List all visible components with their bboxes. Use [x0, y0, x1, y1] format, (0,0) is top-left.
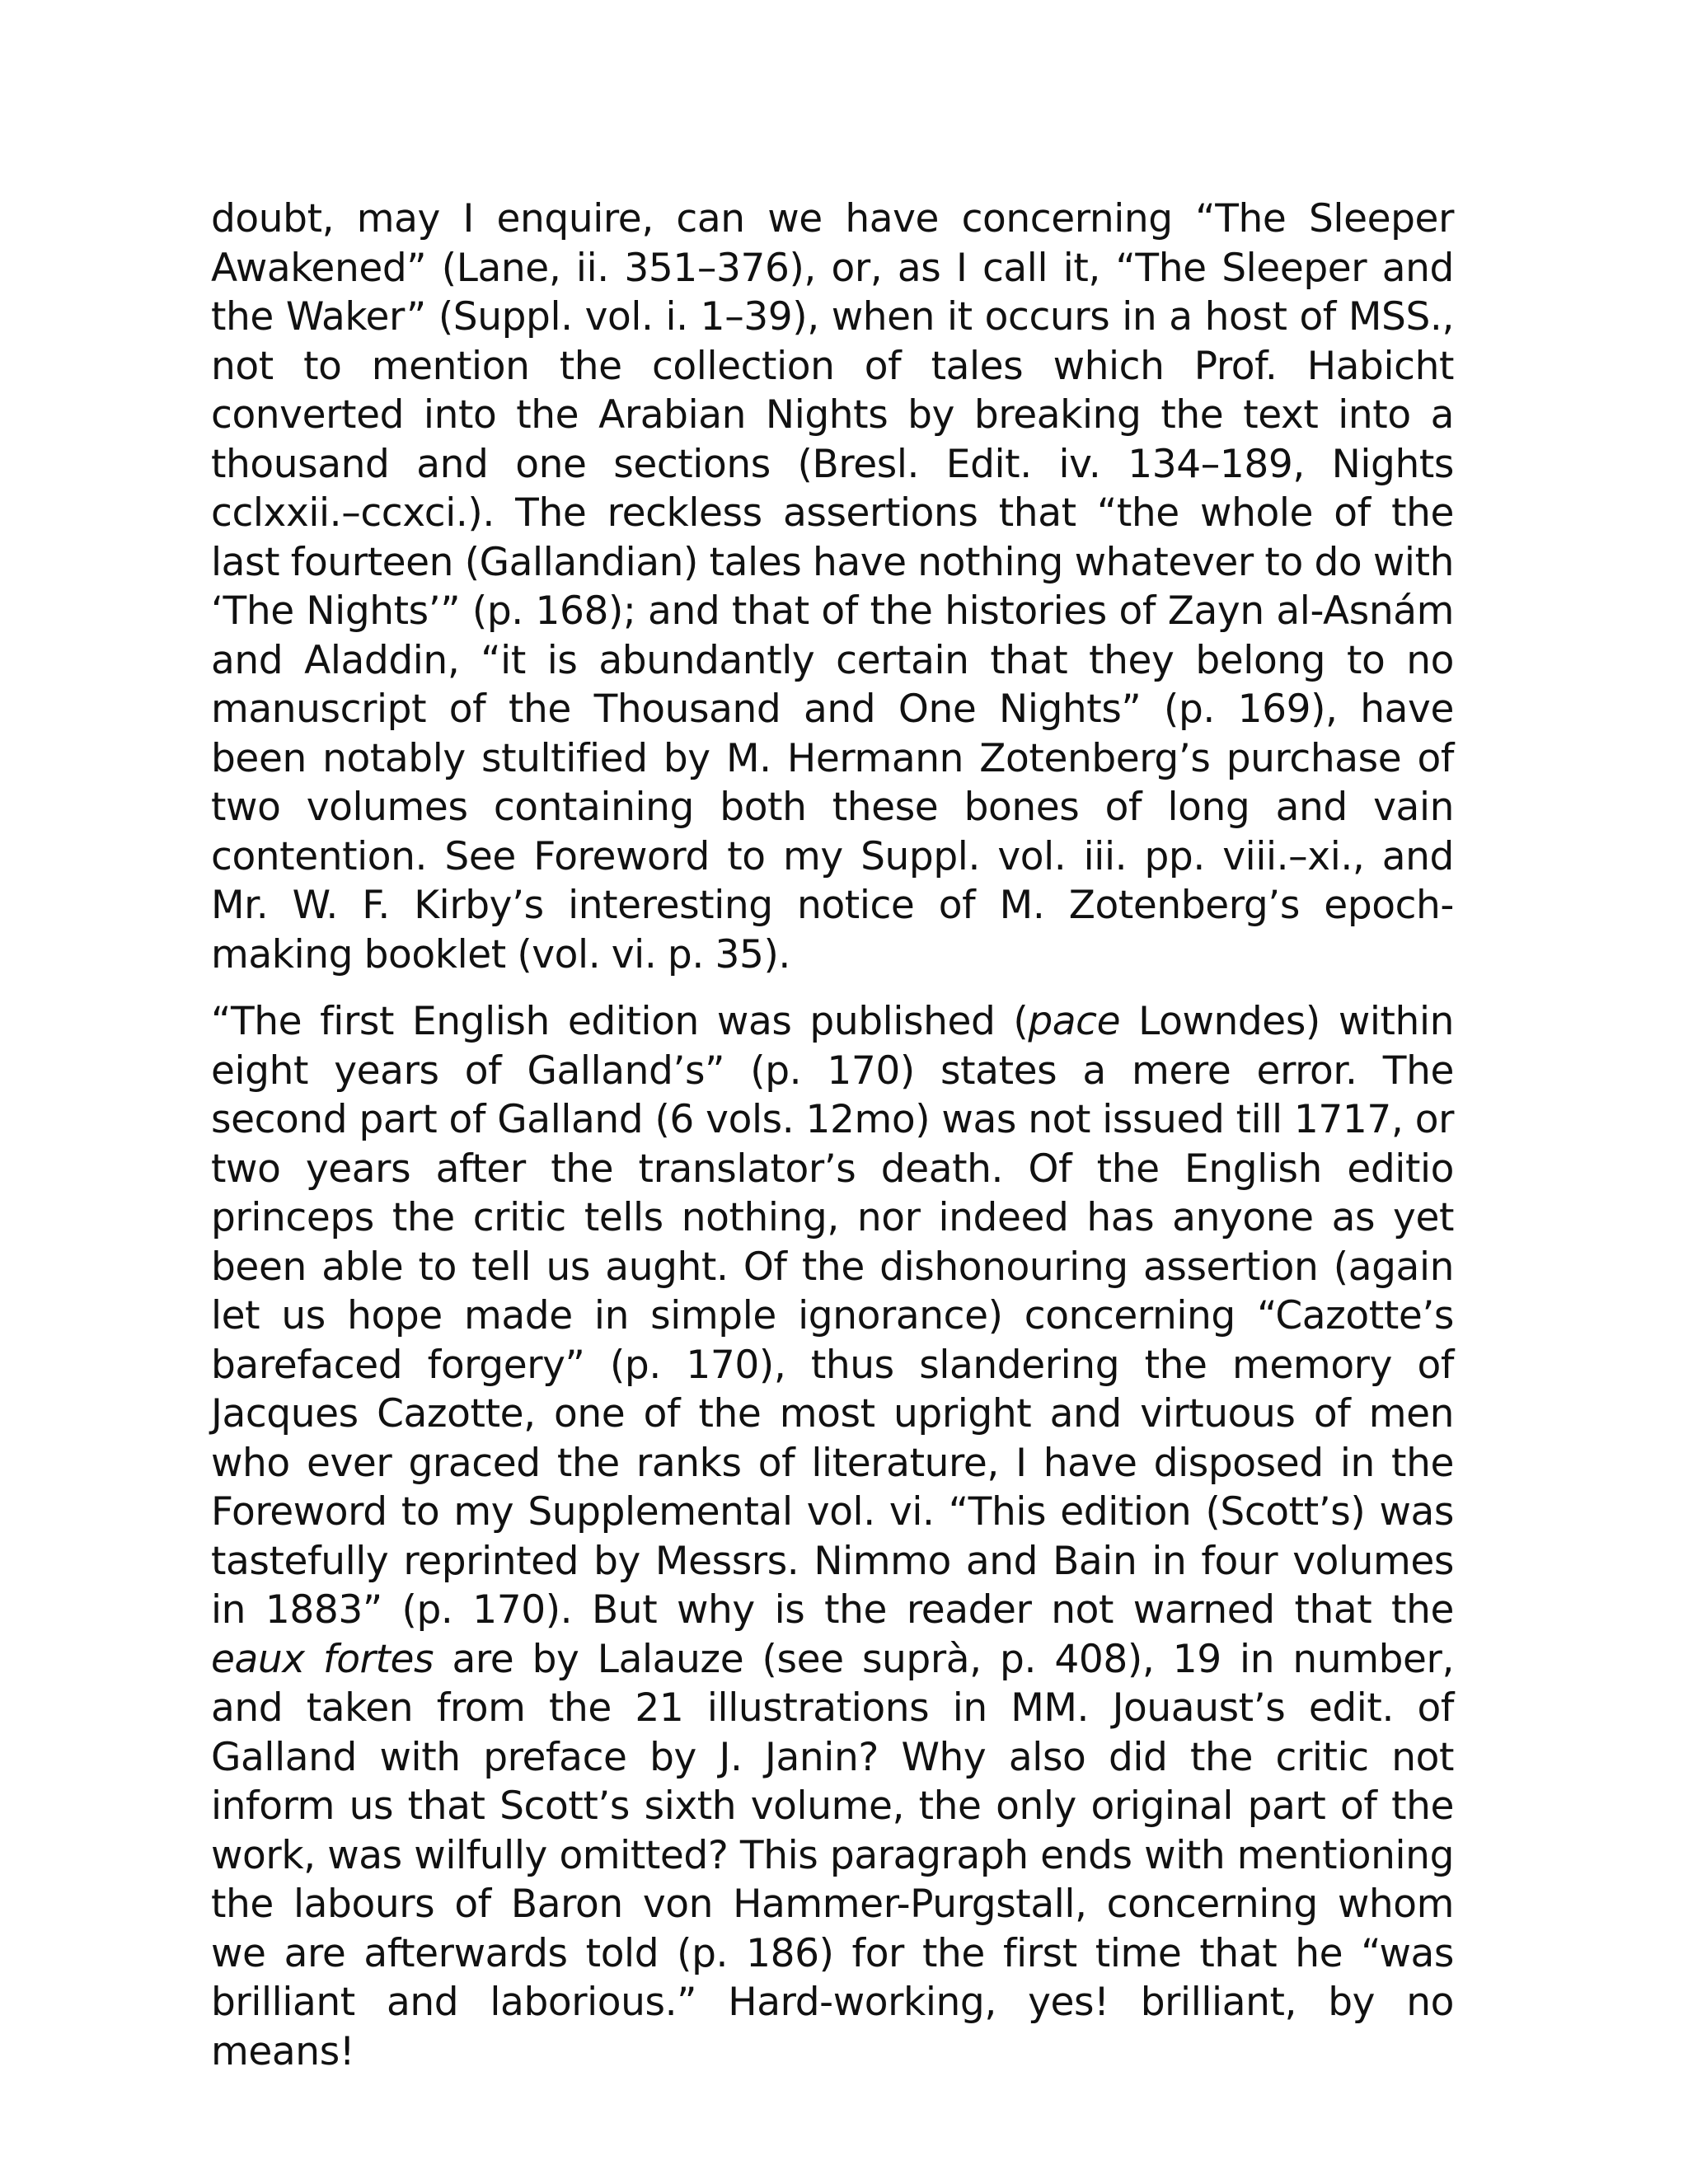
paragraph-2-text-b: Lowndes) within eight years of Galland’s” (p. 170) states a mere error. The second part of Galland (6 vols. 12mo) was not issued till 1717, or two years after the translator’s death. Of the English editio princeps the critic tells nothing, nor indeed has anyone as yet been able to tell us aught. Of the dishonouring assertion (again let us hope made in simple ignorance) concerning “Cazotte’s barefaced forgery” (p. 170), thus slandering the memory of Jacques Cazotte, one of the most upright and virtuous of men who ever graced the ranks of literature, I have disposed in the Foreword to my Supplemental vol. vi. “This edition (Scott’s) was tastefully reprinted by Messrs. Nimmo and Bain in four volumes in 1883” (p. 170). But why is the reader not warned that the [211, 999, 1454, 1633]
paragraph-2-text-a: “The first English edition was published ( [211, 999, 1029, 1044]
paragraph-1-text: doubt, may I enquire, can we have concerning “The Sleeper Awakened” (Lane, ii. 351–376), or, as I call it, “The Sleeper and the Waker” (Suppl. vol. i. 1–39), when it occurs in a host of MSS., not to mention the collection of tales which Prof. Habicht converted into the Arabian Nights by breaking the text into a thousand and one sections (Bresl. Edit. iv. 134–189, Nights cclxxii.–ccxci.). The reckless assertions that “the whole of the last fourteen (Gallandian) tales have nothing whatever to do with ‘The Nights’” (p. 168); and that of the histories of Zayn al-Asnám and Aladdin, “it is abundantly certain that they belong to no manuscript of the Thousand and One Nights” (p. 169), have been notably stultified by M. Hermann Zotenberg’s purchase of two volumes containing both these bones of long and vain contention. See Foreword to my Suppl. vol. iii. pp. viii.–xi., and Mr. W. F. Kirby’s interesting notice of M. Zotenberg’s epoch-making booklet (vol. vi. p. 35). [211, 196, 1454, 977]
paragraph-1 [211, 194, 1454, 979]
italic-term-pace: pace [1028, 999, 1121, 1044]
paragraph-2 [211, 997, 1454, 2076]
paragraph-2-text-c: are by Lalauze (see suprà, p. 408), 19 in number, and taken from the 21 illustrations in MM. Jouaust’s edit. of Galland with preface by J. Janin? Why also did the critic not inform us that Scott’s sixth volume, the only original part of the work, was wilfully omitted? This paragraph ends with mentioning the labours of Baron von Hammer-Purgstall, concerning whom we are afterwards told (p. 186) for the first time that he “was brilliant and laborious.” Hard-working, yes! brilliant, by no means! [211, 1636, 1454, 2074]
italic-term-eaux-fortes: eaux fortes [211, 1636, 434, 1682]
page-body [211, 194, 1454, 2076]
